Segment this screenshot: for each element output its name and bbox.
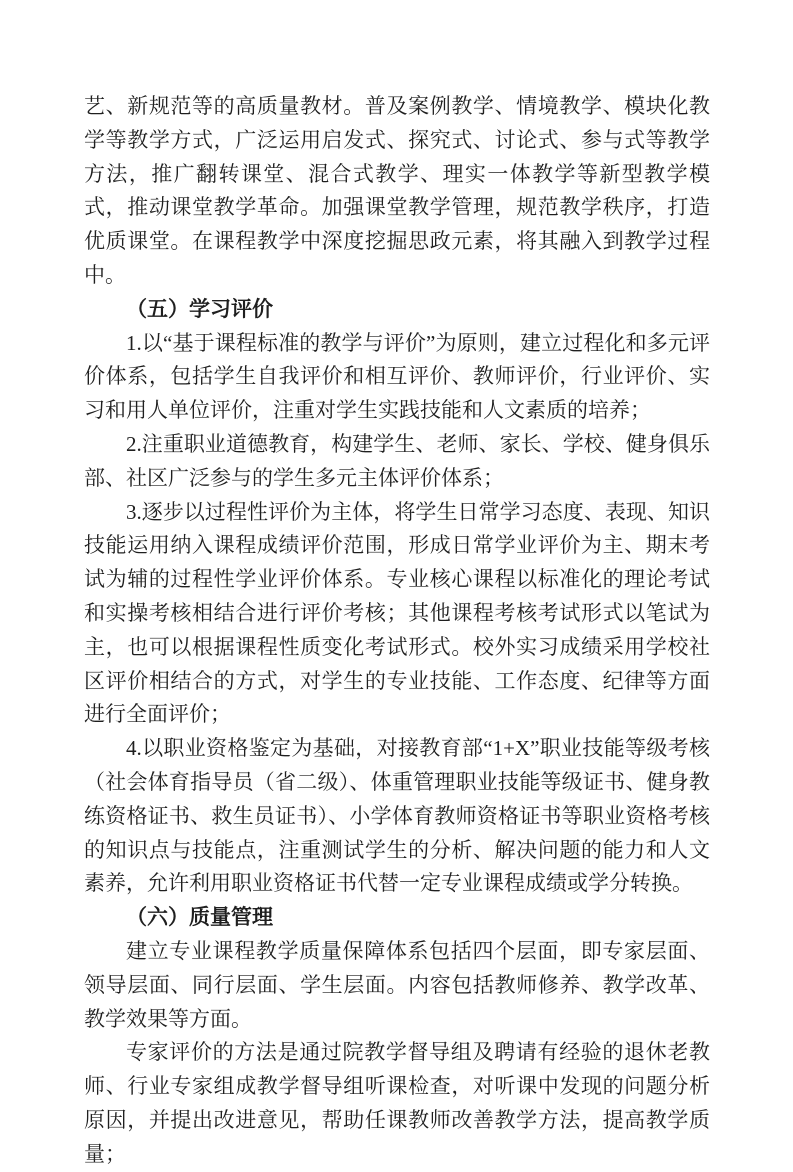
paragraph-item-2: 2.注重职业道德教育，构建学生、老师、家长、学校、健身俱乐部、社区广泛参与的学生多元主体评价体系；: [84, 431, 710, 490]
section-heading-5-learning-evaluation: （五）学习评价: [126, 296, 273, 321]
paragraph-continued-from-previous-page: 艺、新规范等的高质量教材。普及案例教学、情境教学、模块化教学等教学方式，广泛运用启发式、探究式、讨论式、参与式等教学方法，推广翻转课堂、混合式教学、理实一体教学等新型教学模式，推动课堂教学革命。加强课堂教学管理，规范教学秩序，打造优质课堂。在课程教学中深度挖掘思政元素，将其融入到教学过程中。: [84, 94, 710, 287]
paragraph-item-4: 4.以职业资格鉴定为基础，对接教育部“1+X”职业技能等级考核（社会体育指导员（省二级）、体重管理职业技能等级证书、健身教练资格证书、救生员证书）、小学体育教师资格证书等职业资格考核的知识点与技能点，注重测试学生的分析、解决问题的能力和人文素养，允许利用职业资格证书代替一定专业课程成绩或学分转换。: [84, 736, 710, 896]
paragraph-expert-evaluation: 专家评价的方法是通过院教学督导组及聘请有经验的退休老教师、行业专家组成教学督导组听课检查，对听课中发现的问题分析原因，并提出改进意见，帮助任课教师改善教学方法，提高教学质量；: [84, 1040, 710, 1166]
paragraph-item-3: 3.逐步以过程性评价为主体，将学生日常学习态度、表现、知识技能运用纳入课程成绩评价范围，形成日常学业评价为主、期末考试为辅的过程性学业评价体系。专业核心课程以标准化的理论考试和实操考核相结合进行评价考核；其他课程考核考试形式以笔试为主，也可以根据课程性质变化考试形式。校外实习成绩采用学校社区评价相结合的方式，对学生的专业技能、工作态度、纪律等方面进行全面评价；: [84, 499, 710, 727]
paragraph-item-1: 1.以“基于课程标准的教学与评价”为原则，建立过程化和多元评价体系，包括学生自我评价和相互评价、教师评价，行业评价、实习和用人单位评价，注重对学生实践技能和人文素质的培养；: [84, 330, 710, 423]
paragraph-quality-system: 建立专业课程教学质量保障体系包括四个层面，即专家层面、领导层面、同行层面、学生层面。内容包括教师修养、教学改革、教学效果等方面。: [84, 938, 710, 1031]
section-heading-6-quality-management: （六）质量管理: [126, 905, 273, 930]
